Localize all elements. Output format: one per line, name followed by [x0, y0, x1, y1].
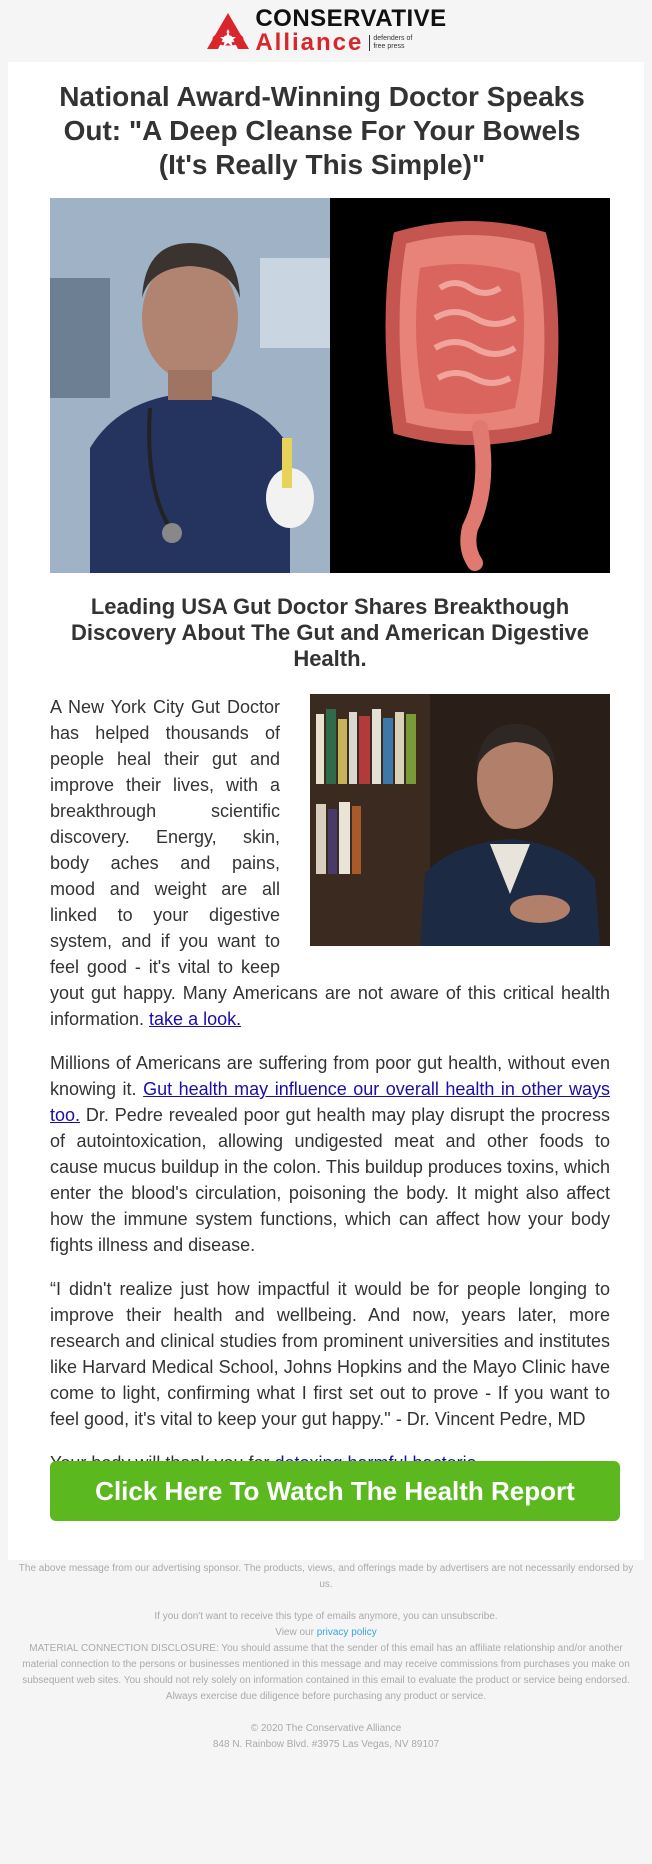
- view-our-text: View our: [275, 1627, 317, 1638]
- paragraph-gut-health-before: Millions of Americans are suffering from poor gut health, without even knowing it.: [50, 1053, 610, 1099]
- hero-image[interactable]: [50, 198, 610, 573]
- logo-tagline: defenders of free press: [369, 35, 425, 50]
- watch-health-report-button[interactable]: Click Here To Watch The Health Report: [50, 1461, 620, 1521]
- doctor-photo: [50, 198, 330, 573]
- footer: [12, 1561, 640, 1753]
- article-body: [50, 694, 610, 1494]
- sponsor-notice: The above message from our advertising sponsor. The products, views, and offerings made by advertisers are not necessarily endorsed by us.: [18, 1563, 634, 1590]
- header: [0, 0, 652, 62]
- paragraph-gut-health: [50, 1050, 610, 1258]
- paragraph-intro-text: A New York City Gut Doctor has helped thousands of people heal their gut and improve their lives, with a breakthrough scientific discovery. Energy, skin, body aches and pains, mood and weight are all linked to your digestive system, and if you want to feel good - it's vital to keep yout gut happy. Many Americans are not aware of this critical health information.: [50, 697, 610, 1029]
- privacy-line: [12, 1625, 640, 1641]
- unsubscribe-text[interactable]: If you don't want to receive this type of emails anymore, you can unsubscribe.: [154, 1611, 498, 1622]
- doctor-interview-photo[interactable]: [310, 694, 610, 946]
- copyright: © 2020 The Conservative Alliance: [250, 1723, 402, 1734]
- address: 848 N. Rainbow Blvd. #3975 Las Vegas, NV 89107: [212, 1739, 440, 1750]
- subheadline: Leading USA Gut Doctor Shares Breakthough Discovery About The Gut and American Digestive Health.: [71, 594, 589, 671]
- material-disclosure: MATERIAL CONNECTION DISCLOSURE: You should assume that the sender of this email has an affiliate relationship and/or another material connection to the persons or businesses mentioned in this message and may receive commissions from purchases you make on subsequent web sites. You should not rely solely on information contained in this email to evaluate the product or service being endorsed. Always exercise due diligence before purchasing any product or service.: [22, 1643, 630, 1702]
- logo-subtitle: Alliance: [255, 29, 364, 56]
- privacy-policy-link[interactable]: privacy policy: [316, 1627, 377, 1638]
- logo-title: CONSERVATIVE: [255, 5, 447, 32]
- gut-health-link[interactable]: Gut health may influence our overall health in other ways too.: [50, 1079, 610, 1125]
- paragraph-gut-health-after: Dr. Pedre revealed poor gut health may play disrupt the procress of autointoxication, allowing undigested meat and other foods to cause mucus buildup in the colon. This buildup produces toxins, which enter the blood's circulation, poisoning the body. It might also affect how the immune system functions, which can affect how your body fights illness and disease.: [50, 1105, 610, 1255]
- take-a-look-link[interactable]: take a look.: [149, 1009, 242, 1029]
- intestine-illustration: [330, 198, 610, 573]
- logo[interactable]: [205, 7, 446, 55]
- logo-a-icon: [205, 11, 251, 51]
- paragraph-quote: “I didn't realize just how impactful it would be for people longing to improve their health and wellbeing. And now, years later, more research and clinical studies from prominent universities and institutes like Harvard Medical School, Johns Hopkins and the Mayo Clinic have come to light, confirming what I first set out to prove - If you want to feel good, it's vital to keep your gut happy." - Dr. Vincent Pedre, MD: [50, 1279, 610, 1429]
- headline: National Award-Winning Doctor Speaks Out: "A Deep Cleanse For Your Bowels (It's Really This Simple)": [59, 81, 585, 180]
